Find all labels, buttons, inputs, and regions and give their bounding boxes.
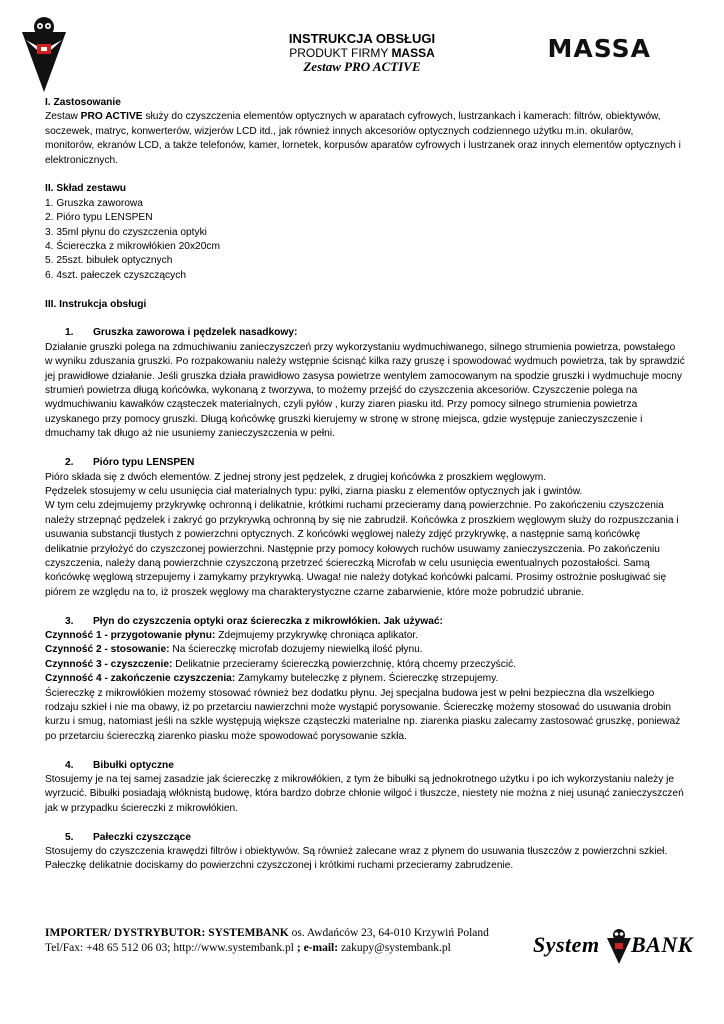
contents-item: 2. Pióro typu LENSPEN <box>45 212 153 224</box>
lenspen-paragraph: W tym celu zdejmujemy przykrywkę ochronną i delikatnie, krótkimi ruchami przecieramy daną powierzchnie. Po zakończeniu czyszczenia należy strzepnąć pędzelek i zakryć go przykrywką ochronną by się nie zabrudził. Końcówka z proszkiem węglowym służy do rozpuszczania i usuwania substancji tłustych z powierzchni optycznych. Z końcówki węglowej należy zdjęć przykrywkę, a następnie samą końcówkę delikatnie przyłożyć do czyszczonej powierzchni. Następnie przy pomocy kołowych ruchów usuwamy zanieczyszczenia. Po zakończeniu czyszczenia, należy daną powierzchnie czyszczoną przetrzeć ściereczką Microfab w celu usunięcia ewentualnych pozostałości. Samą końcówkę węglową strzepujemy i zamykamy przykrywką. Uwaga! nie należy dotykać końcówki palcami. Prosimy ostrożnie posługiwać się piórem ze względu na to, iż proszek węglowy ma charakterystyczne czarne zabarwienie, które może pobrudzić ubranie. <box>45 500 679 598</box>
document-body <box>45 96 685 874</box>
section-heading-instructions: III. Instrukcja obsługi <box>45 298 147 310</box>
subsection-heading-swabs: 5. Pałeczki czyszczące <box>65 831 191 843</box>
section-heading-application: I. Zastosowanie <box>45 97 121 108</box>
product-line: PRODUKT FIRMY MASSA <box>289 46 435 60</box>
swabs-paragraph: Stosujemy do czyszczenia krawędzi filtrów i obiektywów. Są również zalecane wraz z płynem do usuwania tłuszczów z powierzchni szkieł. Pałeczkę delikatnie dociskamy do powierzchni czyszczonej i krótkimi ruchami przecieramy zabrudzenie. <box>45 846 668 872</box>
contents-item: 1. Gruszka zaworowa <box>45 197 143 209</box>
contents-item: 5. 25szt. bibułek optycznych <box>45 255 173 267</box>
lenspen-paragraph: Pióro składa się z dwóch elementów. Z jednej strony jest pędzelek, z drugiej końcówka z proszkiem węglowym. <box>45 471 547 483</box>
importer-line: IMPORTER/ DYSTRYBUTOR: SYSTEMBANK os. Awdańców 23, 64-010 Krzywiń Poland <box>45 927 489 939</box>
massa-brand-logo: MASSA <box>547 34 651 63</box>
contents-item: 6. 4szt. pałeczek czyszczących <box>45 269 186 281</box>
document-title: INSTRUKCJA OBSŁUGI <box>288 31 436 46</box>
subsection-heading-tissues: 4. Bibułki optyczne <box>65 759 174 771</box>
systembank-logo <box>533 928 713 964</box>
section-heading-contents: II. Skład zestawu <box>45 183 126 195</box>
subsection-heading-lenspen: 2. Pióro typu LENSPEN <box>65 457 195 469</box>
contact-line: Tel/Fax: +48 65 512 06 03; http://www.systembank.pl ; e-mail: zakupy@systembank.pl <box>45 942 451 954</box>
fluid-step: Czynność 3 - czyszczenie: Delikatnie przecieramy ściereczką powierzchnię, którą chcemy przeczyścić. <box>45 658 517 670</box>
systembank-mascot-icon <box>607 928 631 964</box>
tissues-paragraph: Stosujemy je na tej samej zasadzie jak ściereczkę z mikrowłókien, z tym że bibułki są jednokrotnego użytku i po ich wykorzystaniu należy je wyrzucić. Bibułki posiadają włóknistą budowę, która bardzo dobrze chłonie wilgoć i tłuszcze, niestety nie można z niej usunąć zanieczyszczeń jak w przypadku ściereczki z mikrowłókien. <box>45 774 684 814</box>
fluid-step: Czynność 1 - przygotowanie płynu: Zdejmujemy przykrywkę chroniąca aplikator. <box>45 629 419 641</box>
contents-item: 3. 35ml płynu do czyszczenia optyki <box>45 226 207 238</box>
fluid-step: Czynność 4 - zakończenie czyszczenia: Zamykamy buteleczkę z płynem. Ściereczkę strzepujemy. <box>45 673 499 685</box>
page-header <box>0 14 724 94</box>
subsection-heading-fluid: 3. Płyn do czyszczenia optyki oraz ściereczka z mikrowłókien. Jak używać: <box>65 615 443 627</box>
systembank-logo-right: BANK <box>631 932 693 957</box>
fluid-step: Czynność 2 - stosowanie: Na ściereczkę microfab dozujemy niewielką ilość płynu. <box>45 644 423 656</box>
lenspen-paragraph: Pędzelek stosujemy w celu usunięcia ciał materialnych typu: pyłki, ziarna piasku z elementów optycznych jak i gwintów. <box>45 485 583 497</box>
systembank-logo-left: System <box>533 932 600 957</box>
kit-name: Zestaw PRO ACTIVE <box>303 59 421 74</box>
contents-item: 4. Ściereczka z mikrowłókien 20x20cm <box>45 241 220 253</box>
blower-paragraph: Działanie gruszki polega na zdmuchiwaniu zanieczyszczeń przy wykorzystaniu wydmuchiwanego, silnego strumienia powietrza, powstałego w wyniku zduszania gruszki. Po rozpakowaniu należy wstępnie ścisnąć kilka razy gruszę i spowodować wydmuch powietrza, tak by sprawdzić jej prawidłowe działanie. Jeśli gruszka działa prawidłowo zasysa powietrze wentylem zamocowanym na spodzie gruszki i wydmuchuje mocny strumień powietrza długą końcówka, wykonaną z tworzywa, to możemy przejść do czyszczenia akcesoriów. Czyszczenie polega na wydmuchiwaniu kawałków cząsteczek materialnych, czyli pyłów , kurzy ziaren piasku itd. Przy pomocy silnego strumienia powietrza uzyskanego przy pomocy gruszki. Długą końcówkę gruszki kierujemy w stronę w stronę miejsca, gdzie występuje zanieczyszczenie i dmuchamy tak długo aż nie usuniemy zanieczyszczenia w pełni. <box>45 341 685 440</box>
subsection-heading-blower: 1. Gruszka zaworowa i pędzelek nasadkowy: <box>65 327 298 339</box>
fluid-paragraph: Ściereczkę z mikrowłókien możemy stosować również bez dodatku płynu. Jej specjalna budowa jest w pełni bezpieczna dla wszelkiego rodzaju szkieł i nie ma obawy, iż po przetarciu nawierzchni może wystąpić porysowanie. Ściereczkę możemy stosować do usuwania drobin kurzu i smug, natomiast jeśli na szkle występują większe cząsteczki materialne np. ziarenka piasku zalecamy zastosować gruszkę, ponieważ po przetarciu ściereczką ziarenko piasku może spowodować porysowanie szkła. <box>45 687 681 742</box>
page-footer <box>45 926 525 956</box>
application-paragraph: Zestaw PRO ACTIVE służy do czyszczenia elementów optycznych w aparatach cyfrowych, lustrzankach i kamerach: filtrów, obiektywów, soczewek, matryc, konwerterów, wizjerów LCD itd., jak również innych akcesoriów optycznych codziennego użytku m.in. okularów, monitorów, ekranów LCD, a także telefonów, kamer, lornetek, korpusów aparatów cyfrowych i lustrzanek oraz innych elementów optycznych i elektronicznych. <box>45 111 681 166</box>
